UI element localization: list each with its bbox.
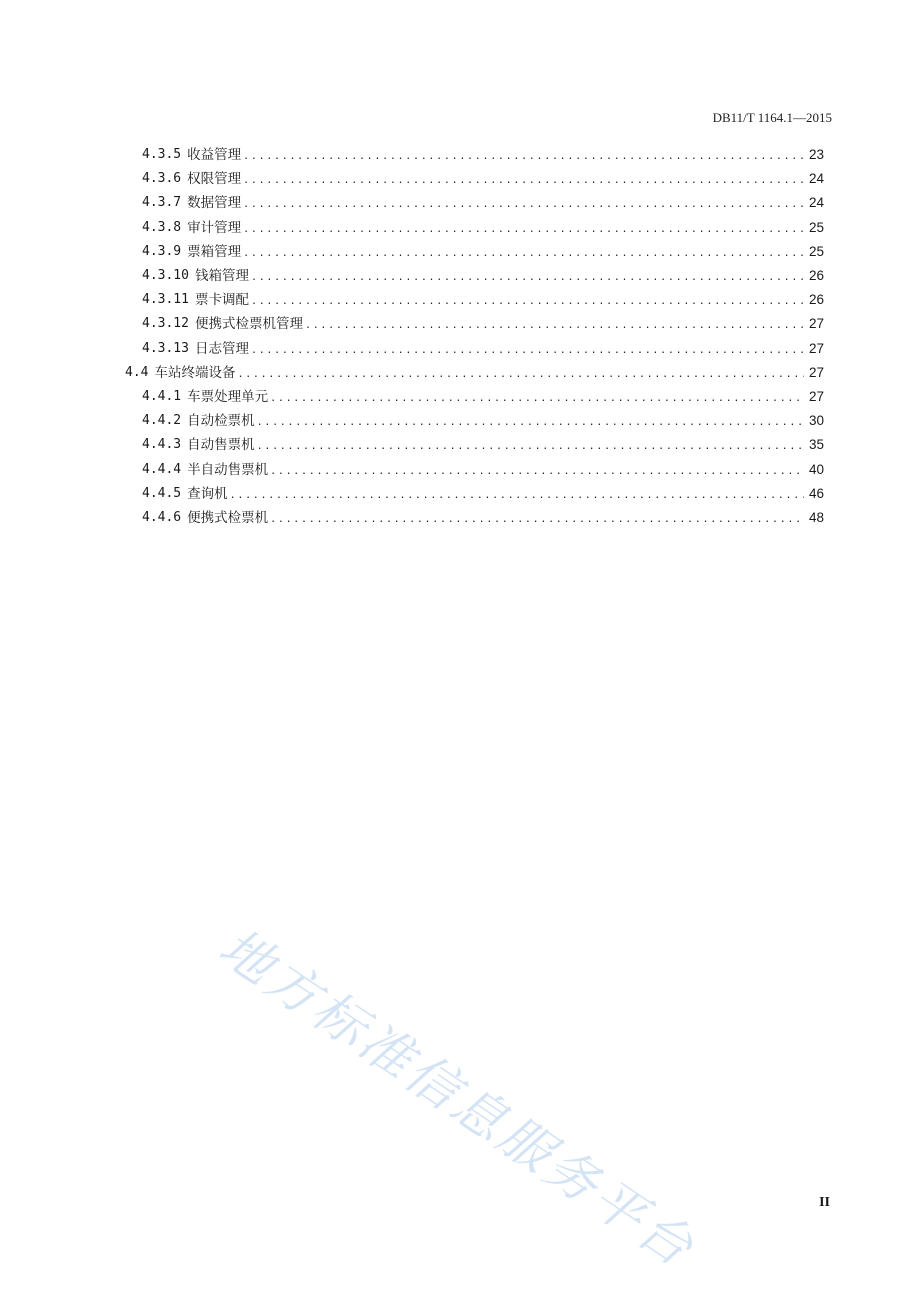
toc-entry-number: 4.3.12 [142, 316, 189, 332]
toc-entry-page: 24 [808, 171, 824, 187]
toc-entry[interactable] [142, 191, 824, 213]
toc-dot-leader [243, 222, 804, 238]
toc-entry[interactable] [142, 216, 824, 238]
toc-entry-number: 4.3.10 [142, 268, 189, 283]
toc-entry-title: 自动检票机 [187, 413, 255, 430]
toc-entry[interactable] [142, 167, 824, 189]
toc-entry[interactable] [142, 409, 824, 431]
toc-entry-page: 35 [808, 437, 824, 453]
toc-dot-leader [237, 367, 804, 383]
toc-entry-title: 钱箱管理 [194, 268, 249, 284]
toc-dot-leader [305, 318, 804, 334]
toc-entry-number: 4.3.11 [142, 292, 189, 308]
toc-entry[interactable] [142, 143, 824, 165]
toc-entry-number: 4.4 [125, 364, 149, 380]
toc-dot-leader [270, 464, 804, 480]
toc-entry[interactable] [142, 433, 824, 455]
toc-entry-number: 4.3.13 [142, 340, 189, 356]
toc-dot-leader [251, 270, 804, 286]
toc-dot-leader [243, 149, 804, 165]
toc-entry[interactable] [142, 385, 824, 407]
toc-entry[interactable] [142, 482, 824, 504]
toc-entry-number: 4.3.9 [142, 243, 182, 259]
toc-entry-number: 4.4.5 [142, 485, 182, 501]
toc-entry-title: 自动售票机 [187, 437, 255, 454]
toc-entry-page: 48 [808, 510, 824, 525]
toc-dot-leader [251, 343, 804, 359]
toc-entry-title: 日志管理 [194, 340, 249, 357]
toc-entry-title: 收益管理 [187, 147, 242, 163]
toc-entry[interactable] [142, 337, 824, 359]
toc-entry-title: 票箱管理 [187, 243, 242, 260]
toc-entry-title: 票卡调配 [194, 292, 249, 309]
toc-entry-page: 25 [808, 219, 824, 235]
toc-entry-title: 半自动售票机 [187, 461, 269, 478]
toc-entry-title: 权限管理 [187, 171, 242, 188]
toc-entry[interactable] [142, 288, 824, 310]
toc-entry-title: 便携式检票机 [187, 510, 269, 526]
toc-entry-number: 4.3.7 [142, 195, 182, 211]
toc-entry-number: 4.4.3 [142, 437, 182, 453]
toc-entry[interactable] [142, 506, 824, 528]
toc-entry-page: 46 [808, 485, 824, 501]
toc-entry[interactable] [142, 312, 824, 334]
toc-entry-page: 23 [808, 147, 824, 162]
toc-dot-leader [243, 197, 804, 213]
toc-entry-page: 27 [808, 389, 824, 404]
toc-dot-leader [270, 512, 804, 528]
toc-entry[interactable] [142, 458, 824, 480]
toc-entry-page: 27 [808, 316, 824, 332]
page-number: II [819, 1195, 830, 1210]
toc-entry-title: 便携式检票机管理 [194, 316, 303, 333]
toc-entry-page: 30 [808, 413, 824, 429]
toc-entry-number: 4.4.4 [142, 461, 182, 477]
toc-dot-leader [243, 246, 804, 262]
toc-dot-leader [270, 391, 804, 407]
toc-entry-number: 4.4.1 [142, 389, 182, 404]
toc-entry-number: 4.3.8 [142, 219, 182, 235]
toc-entry-page: 26 [808, 268, 824, 283]
toc-entry-page: 27 [808, 364, 824, 380]
toc-entry-title: 审计管理 [187, 219, 242, 236]
toc-entry[interactable] [142, 264, 824, 286]
watermark-text: 地方标准信息服务平台 [208, 917, 706, 1281]
toc-entry-page: 40 [808, 461, 824, 477]
toc-entry-number: 4.4.2 [142, 413, 182, 429]
toc-dot-leader [230, 488, 804, 504]
toc-dot-leader [257, 439, 804, 455]
toc-entry[interactable] [142, 240, 824, 262]
toc-dot-leader [257, 415, 804, 431]
toc-entry-number: 4.4.6 [142, 510, 182, 525]
toc-entry-page: 27 [808, 340, 824, 356]
toc-entry-page: 24 [808, 195, 824, 211]
toc-entry-title: 数据管理 [187, 195, 242, 212]
toc-entry-title: 车票处理单元 [187, 389, 269, 405]
toc-dot-leader [251, 294, 804, 310]
toc-entry-number: 4.3.5 [142, 147, 182, 162]
toc-entry-page: 26 [808, 292, 824, 308]
toc-entry-number: 4.3.6 [142, 171, 182, 187]
toc-entry-title: 查询机 [187, 485, 228, 502]
toc-entry[interactable] [125, 361, 824, 383]
toc-dot-leader [243, 173, 804, 189]
toc-entry-title: 车站终端设备 [154, 364, 236, 381]
toc-entry-page: 25 [808, 243, 824, 259]
document-code: DB11/T 1164.1—2015 [712, 110, 832, 125]
